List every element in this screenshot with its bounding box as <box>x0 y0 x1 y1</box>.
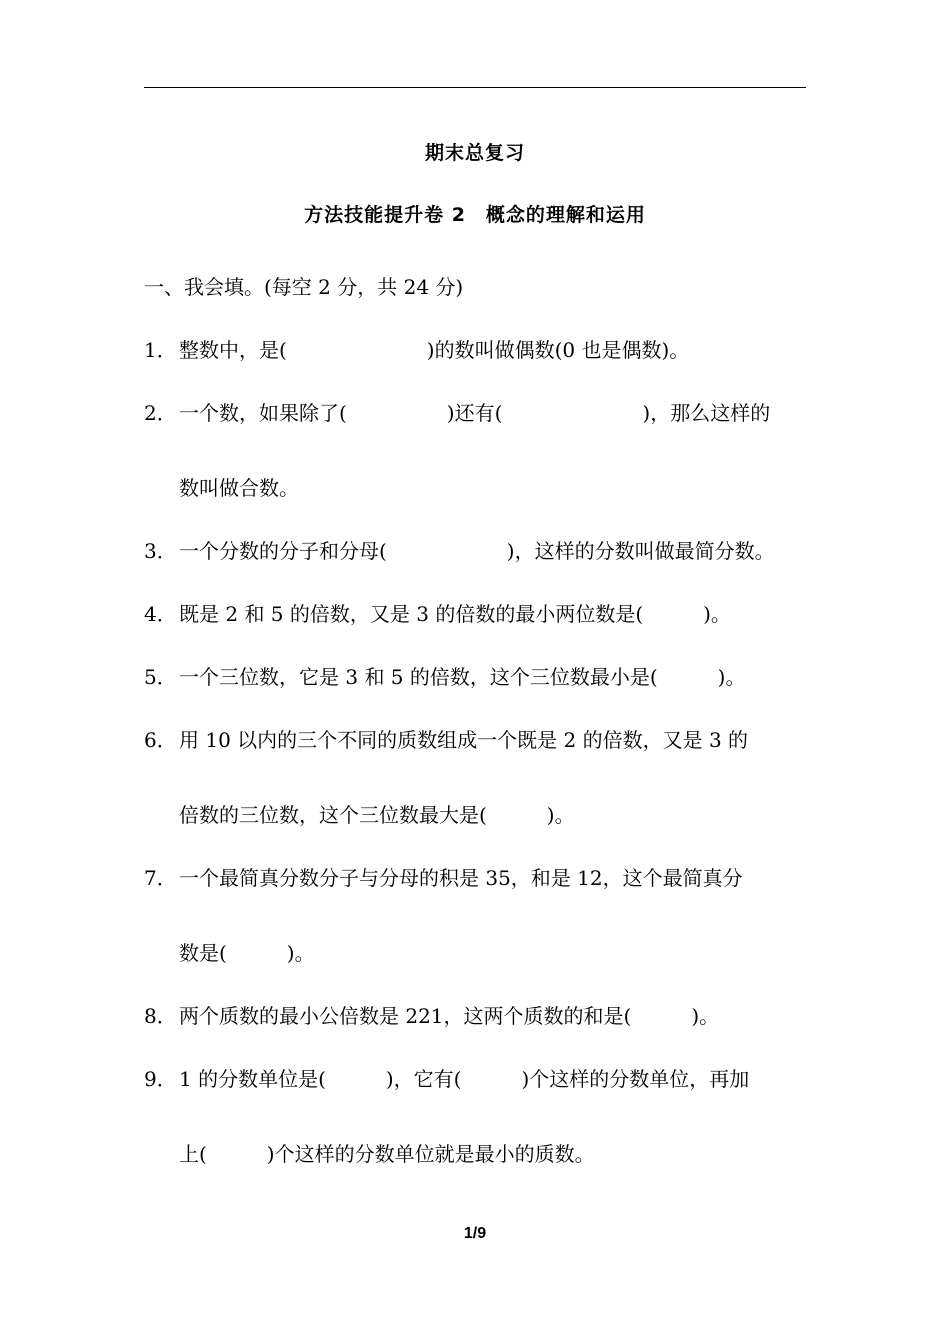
question-5 <box>144 663 814 691</box>
question-2 <box>144 399 814 427</box>
question-text: 一个分数的分子和分母( )，这样的分数叫做最简分数。 <box>179 539 775 563</box>
question-number: 9． <box>144 1067 177 1091</box>
question-6 <box>144 726 814 754</box>
page-number: 1/9 <box>463 1225 487 1242</box>
question-text: 一个最简真分数分子与分母的积是 35，和是 12，这个最简真分 <box>179 866 743 890</box>
question-1 <box>144 336 814 364</box>
page-title: 期末总复习 <box>424 142 525 164</box>
question-text: 一个三位数，它是 3 和 5 的倍数，这个三位数最小是( )。 <box>179 665 746 689</box>
question-text: 一个数，如果除了( )还有( )，那么这样的 <box>179 401 771 425</box>
question-text: 两个质数的最小公倍数是 221，这两个质数的和是( )。 <box>179 1004 720 1028</box>
question-text: 用 10 以内的三个不同的质数组成一个既是 2 的倍数，又是 3 的 <box>179 728 749 752</box>
question-number: 3． <box>144 539 177 563</box>
question-number: 4． <box>144 602 177 626</box>
question-6-continuation: 倍数的三位数，这个三位数最大是( )。 <box>179 803 575 827</box>
question-8 <box>144 1002 814 1030</box>
question-9-continuation: 上( )个这样的分数单位就是最小的质数。 <box>179 1142 595 1166</box>
question-number: 5． <box>144 665 177 689</box>
page-subtitle: 方法技能提升卷 2 概念的理解和运用 <box>304 204 646 226</box>
section-heading: 一、我会填。(每空 2 分，共 24 分) <box>144 275 464 299</box>
question-7-continuation: 数是( )。 <box>179 941 315 965</box>
question-text: 既是 2 和 5 的倍数，又是 3 的倍数的最小两位数是( )。 <box>179 602 731 626</box>
question-text: 整数中，是( )的数叫做偶数(0 也是偶数)。 <box>179 338 690 362</box>
question-number: 7． <box>144 866 177 890</box>
question-text: 1 的分数单位是( )，它有( )个这样的分数单位，再加 <box>179 1067 750 1091</box>
question-4 <box>144 600 814 628</box>
question-7 <box>144 864 814 892</box>
question-2-continuation: 数叫做合数。 <box>179 476 299 500</box>
question-number: 2． <box>144 401 177 425</box>
question-number: 6． <box>144 728 177 752</box>
question-number: 8． <box>144 1004 177 1028</box>
question-3 <box>144 537 814 565</box>
question-number: 1． <box>144 338 177 362</box>
header-rule <box>144 87 806 88</box>
question-9 <box>144 1065 814 1093</box>
